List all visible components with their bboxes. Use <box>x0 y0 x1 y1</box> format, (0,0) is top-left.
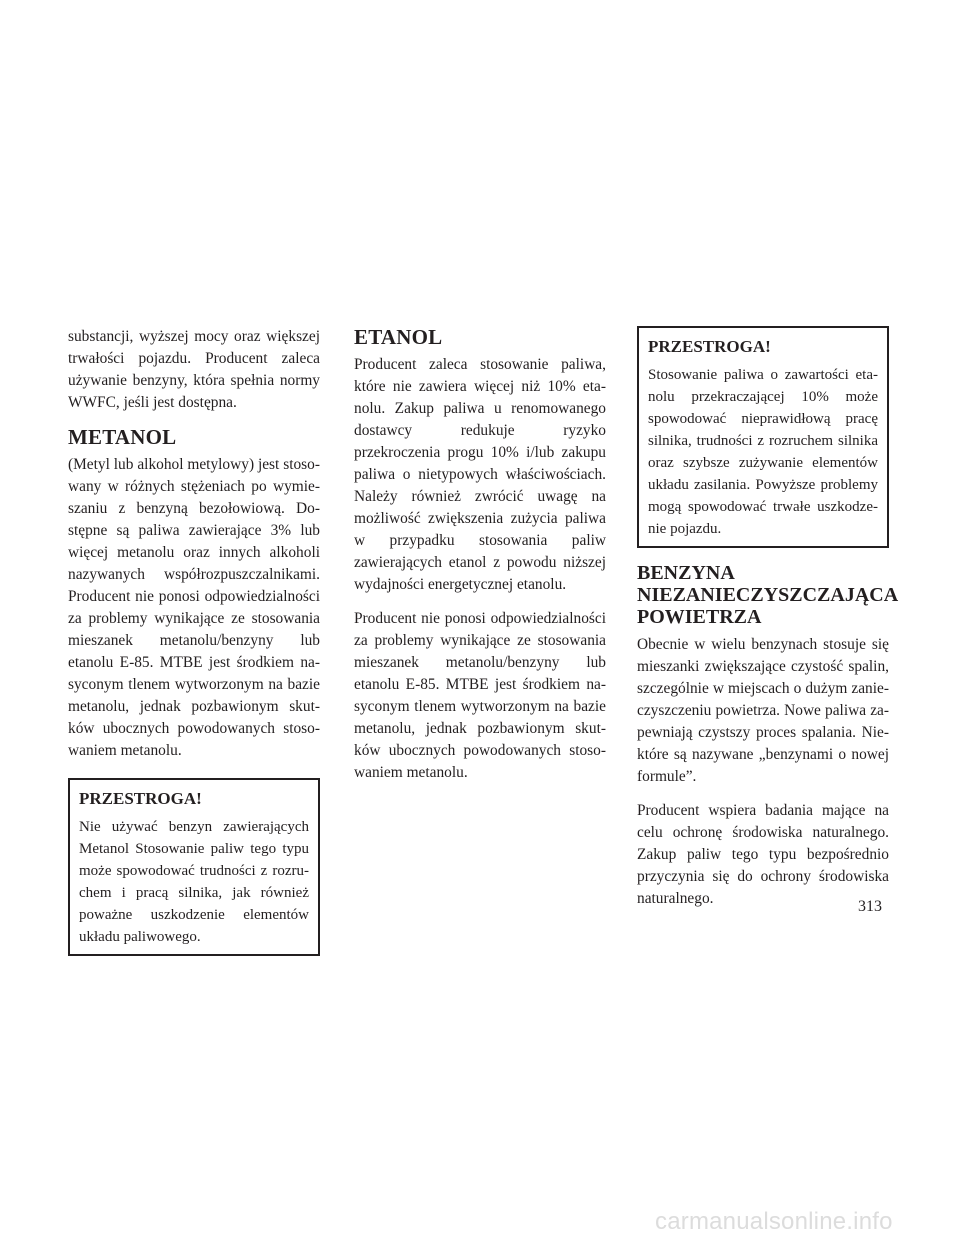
metanol-paragraph: (Metyl lub alkohol metylowy) jest stosowany w różnych stężeniach po wymieszaniu z benzyną bezołowiową. Dostępne są paliwa zawierające 3% lub więcej metanolu oraz innych alkoholi nazywanych współrozpuszczalnikami. Producent nie ponosi odpowiedzialności za problemy wynikające ze stosowania mieszanek metanolu/benzyny lub etanolu E-85. MTBE jest środkiem nasyconym tlenem wytworzonym na bazie metanolu, jednak pozbawionym skutków ubocznych powodowanych stosowaniem metanolu. <box>68 456 320 759</box>
warning-text: Nie używać benzyn zawierających Metanol Stosowanie paliw tego typu może spowodować trudności z rozruchem i pracą silnika, jak również poważne uszkodzenie elementów układu paliwowego. <box>79 819 309 945</box>
intro-paragraph: substancji, wyższej mocy oraz większej trwałości pojazdu. Producent zaleca używanie benzyny, która spełnia normy WWFC, jeśli jest dostępna. <box>68 328 320 411</box>
etanol-paragraph-1: Producent zaleca stosowanie paliwa, które nie zawiera więcej niż 10% etanolu. Zakup paliwa u renomowanego dostawcy redukuje ryzyko przekroczenia progu 10% i/lub zakupu paliwa o nietypowych właściwościach. Należy również zwrócić uwagę na możliwość zwiększenia zużycia paliwa w przypadku stosowania paliw zawierających etanol z powodu niższej wydajności energetycznej etanolu. <box>354 356 606 593</box>
benzyna-heading-line-3: POWIETRZA <box>637 606 762 628</box>
metanol-heading: METANOL <box>68 425 177 449</box>
column-2 <box>354 326 606 796</box>
benzyna-heading-line-2: NIEZANIECZYSZCZAJĄCA <box>637 584 899 606</box>
column-3 <box>637 326 899 922</box>
benzyna-heading-line-1: BENZYNA <box>637 562 735 584</box>
column-1 <box>68 326 320 970</box>
warning-title: PRZESTROGA! <box>79 789 202 808</box>
etanol-heading: ETANOL <box>354 325 443 349</box>
etanol-warning-box <box>637 326 889 548</box>
watermark: carmanualsonline.info <box>655 1208 893 1235</box>
warning-title: PRZESTROGA! <box>648 337 771 356</box>
benzyna-paragraph-1: Obecnie w wielu benzynach stosuje się mieszanki zwiększające czystość spalin, szczególnie w miejscach o dużym zanieczyszczeniu powietrza. Nowe paliwa zapewniają czystszy proces spalania. Niektóre są nazywane „benzynami o nowej formule”. <box>637 636 889 785</box>
metanol-warning-box <box>68 778 320 956</box>
benzyna-heading <box>637 562 899 628</box>
etanol-paragraph-2: Producent nie ponosi odpowiedzialności za problemy wynikające ze stosowania mieszanek metanolu/benzyny lub etanolu E-85. MTBE jest środkiem nasyconym tlenem wytworzonym na bazie metanolu, jednak pozbawionym skutków ubocznych powodowanych stosowaniem metanolu. <box>354 610 606 781</box>
page-number: 313 <box>858 898 882 915</box>
warning-text: Stosowanie paliwa o zawartości etanolu przekraczającej 10% może spowodować nieprawidłową pracę silnika, trudności z rozruchem silnika oraz szybsze zużywanie elementów układu zasilania. Powyższe problemy mogą spowodować trwałe uszkodzenie pojazdu. <box>648 367 878 537</box>
benzyna-paragraph-2: Producent wspiera badania mające na celu ochronę środowiska naturalnego. Zakup paliw tego typu bezpośrednio przyczynia się do ochrony środowiska naturalnego. <box>637 802 889 907</box>
